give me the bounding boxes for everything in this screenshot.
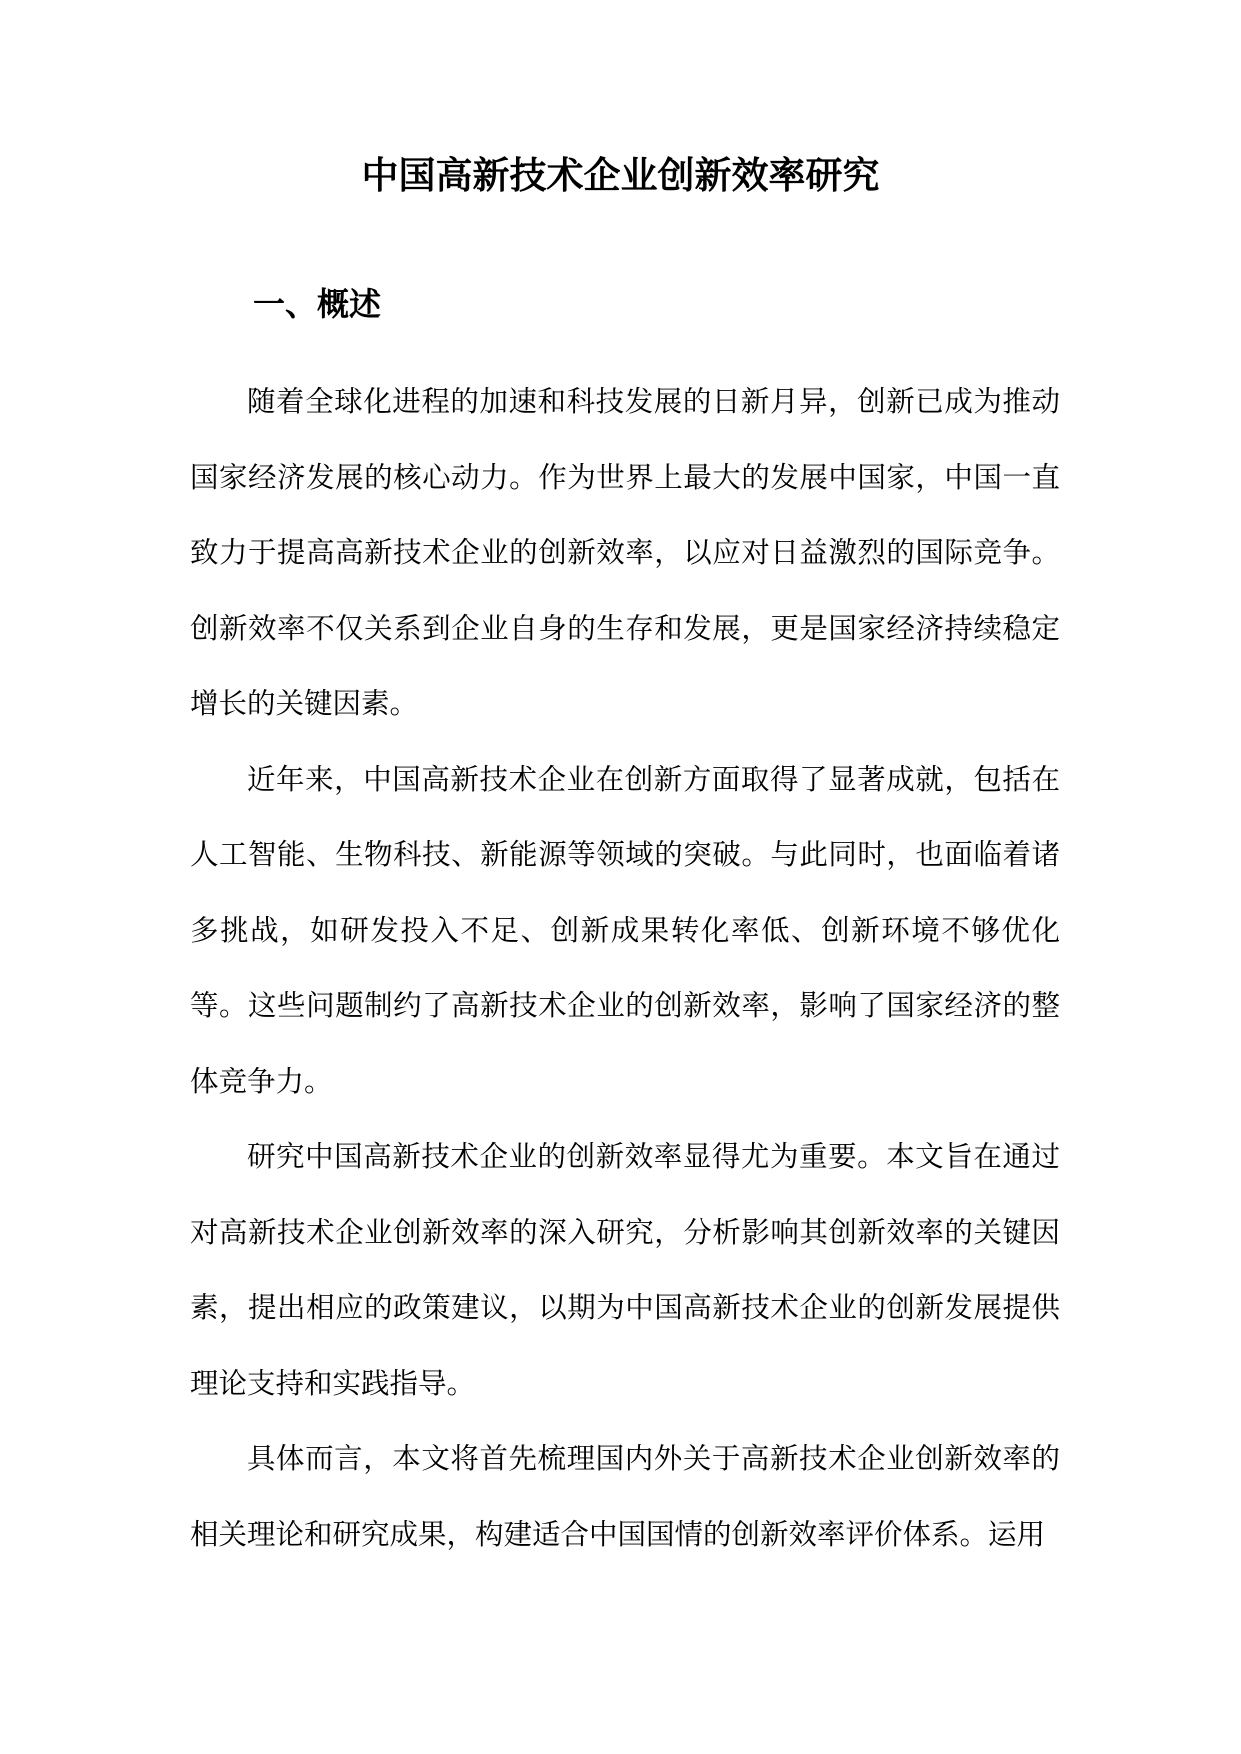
paragraph-1: 随着全球化进程的加速和科技发展的日新月异，创新已成为推动国家经济发展的核心动力。作为世界上最大的发展中国家，中国一直致力于提高高新技术企业的创新效率，以应对日益激烈的国际竞争。创新效率不仅关系到企业自身的生存和发展，更是国家经济持续稳定增长的关键因素。: [190, 385, 1060, 720]
body-text: [190, 364, 1060, 1572]
section-heading-overview: 一、概述: [253, 285, 382, 323]
document-title: 中国高新技术企业创新效率研究: [361, 153, 880, 197]
paragraph-3: 研究中国高新技术企业的创新效率显得尤为重要。本文旨在通过对高新技术企业创新效率的深入研究，分析影响其创新效率的关键因素，提出相应的政策建议，以期为中国高新技术企业的创新发展提供理论支持和实践指导。: [190, 1140, 1060, 1400]
paragraph-4: 具体而言，本文将首先梳理国内外关于高新技术企业创新效率的相关理论和研究成果，构建适合中国国情的创新效率评价体系。运用: [190, 1442, 1060, 1551]
paragraph-2: 近年来，中国高新技术企业在创新方面取得了显著成就，包括在人工智能、生物科技、新能源等领域的突破。与此同时，也面临着诸多挑战，如研发投入不足、创新成果转化率低、创新环境不够优化等。这些问题制约了高新技术企业的创新效率，影响了国家经济的整体竞争力。: [190, 762, 1060, 1098]
